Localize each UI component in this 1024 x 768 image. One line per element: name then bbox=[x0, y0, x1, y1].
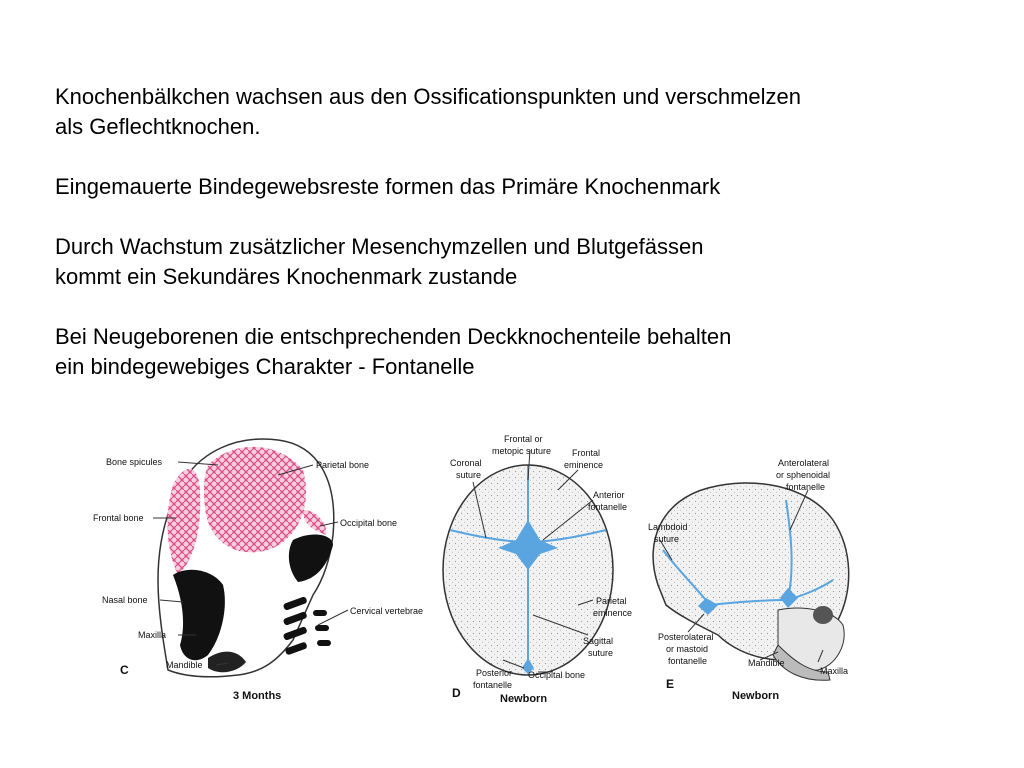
label-coronal: Coronal bbox=[450, 458, 482, 468]
label-anterior-fontanelle: fontanelle bbox=[588, 502, 628, 512]
label-parietal: Parietal bbox=[596, 596, 627, 606]
label-frontal-bone: Frontal bone bbox=[93, 513, 144, 523]
text-line: Bei Neugeborenen die entschprechenden Deckknochenteile behalten bbox=[55, 324, 732, 349]
occipital-bone-shape bbox=[289, 535, 333, 582]
label-sagittal-suture: suture bbox=[588, 648, 614, 658]
panel-e-letter: E bbox=[666, 677, 675, 691]
paragraph-3 bbox=[55, 232, 955, 292]
label-posterior-fontanelle: fontanelle bbox=[473, 680, 513, 690]
label-anterior: Anterior bbox=[593, 490, 625, 500]
text-line: Eingemauerte Bindegewebsreste formen das Primäre Knochenmark bbox=[55, 174, 721, 199]
orbit-e bbox=[813, 606, 833, 624]
label-or-sphenoidal: or sphenoidal bbox=[776, 470, 831, 480]
paragraph-2 bbox=[55, 172, 955, 202]
label-parietal-eminence: eminence bbox=[593, 608, 633, 618]
label-frontal-eminence: eminence bbox=[564, 460, 604, 470]
skull-figure bbox=[88, 410, 858, 725]
label-or-mastoid: or mastoid bbox=[666, 644, 709, 654]
label-cervical-vertebrae: Cervical vertebrae bbox=[350, 606, 424, 616]
skull-illustration bbox=[88, 410, 858, 725]
label-coronal-suture: suture bbox=[456, 470, 482, 480]
paragraph-4 bbox=[55, 322, 955, 382]
text-line: kommt ein Sekundäres Knochenmark zustande bbox=[55, 264, 518, 289]
panel-c bbox=[93, 439, 423, 702]
label-parietal-bone: Parietal bone bbox=[316, 460, 370, 470]
panel-e bbox=[648, 458, 849, 702]
label-maxilla-c: Maxilla bbox=[138, 630, 167, 640]
label-sagittal: Sagittal bbox=[583, 636, 614, 646]
label-bone-spicules: Bone spicules bbox=[106, 457, 163, 467]
slide-text bbox=[55, 82, 955, 382]
text-line: Durch Wachstum zusätzlicher Mesenchymzellen und Blutgefässen bbox=[55, 234, 704, 259]
label-posterior: Posterior bbox=[476, 668, 513, 678]
panel-c-caption: 3 Months bbox=[233, 690, 282, 702]
label-posterolateral: Posterolateral bbox=[658, 632, 714, 642]
label-occipital-bone-d: Occipital bone bbox=[528, 670, 586, 680]
text-line: Knochenbälkchen wachsen aus den Ossificationspunkten und verschmelzen bbox=[55, 84, 802, 109]
text-line: ein bindegewebiges Charakter - Fontanelle bbox=[55, 354, 475, 379]
label-nasal-bone: Nasal bone bbox=[102, 595, 148, 605]
panel-d-letter: D bbox=[452, 686, 461, 700]
label-frontal-or: Frontal or bbox=[504, 434, 543, 444]
text-line: als Geflechtknochen. bbox=[55, 114, 261, 139]
label-metopic-suture: metopic suture bbox=[492, 446, 552, 456]
panel-d-caption: Newborn bbox=[500, 693, 548, 705]
label-occipital-bone-c: Occipital bone bbox=[340, 518, 398, 528]
label-lambdoid: Lambdoid bbox=[648, 522, 688, 532]
panel-d bbox=[443, 434, 632, 705]
label-maxilla-e: Maxilla bbox=[820, 666, 849, 676]
label-anterolateral: Anterolateral bbox=[778, 458, 830, 468]
panel-e-caption: Newborn bbox=[732, 690, 780, 702]
label-mandible-e: Mandible bbox=[748, 658, 785, 668]
paragraph-1 bbox=[55, 82, 955, 142]
panel-c-letter: C bbox=[120, 663, 129, 677]
label-sphenoidal-fontanelle: fontanelle bbox=[786, 482, 826, 492]
label-lambdoid-suture: suture bbox=[654, 534, 680, 544]
label-mandible-c: Mandible bbox=[166, 660, 203, 670]
label-mastoid-fontanelle: fontanelle bbox=[668, 656, 708, 666]
label-frontal: Frontal bbox=[572, 448, 601, 458]
